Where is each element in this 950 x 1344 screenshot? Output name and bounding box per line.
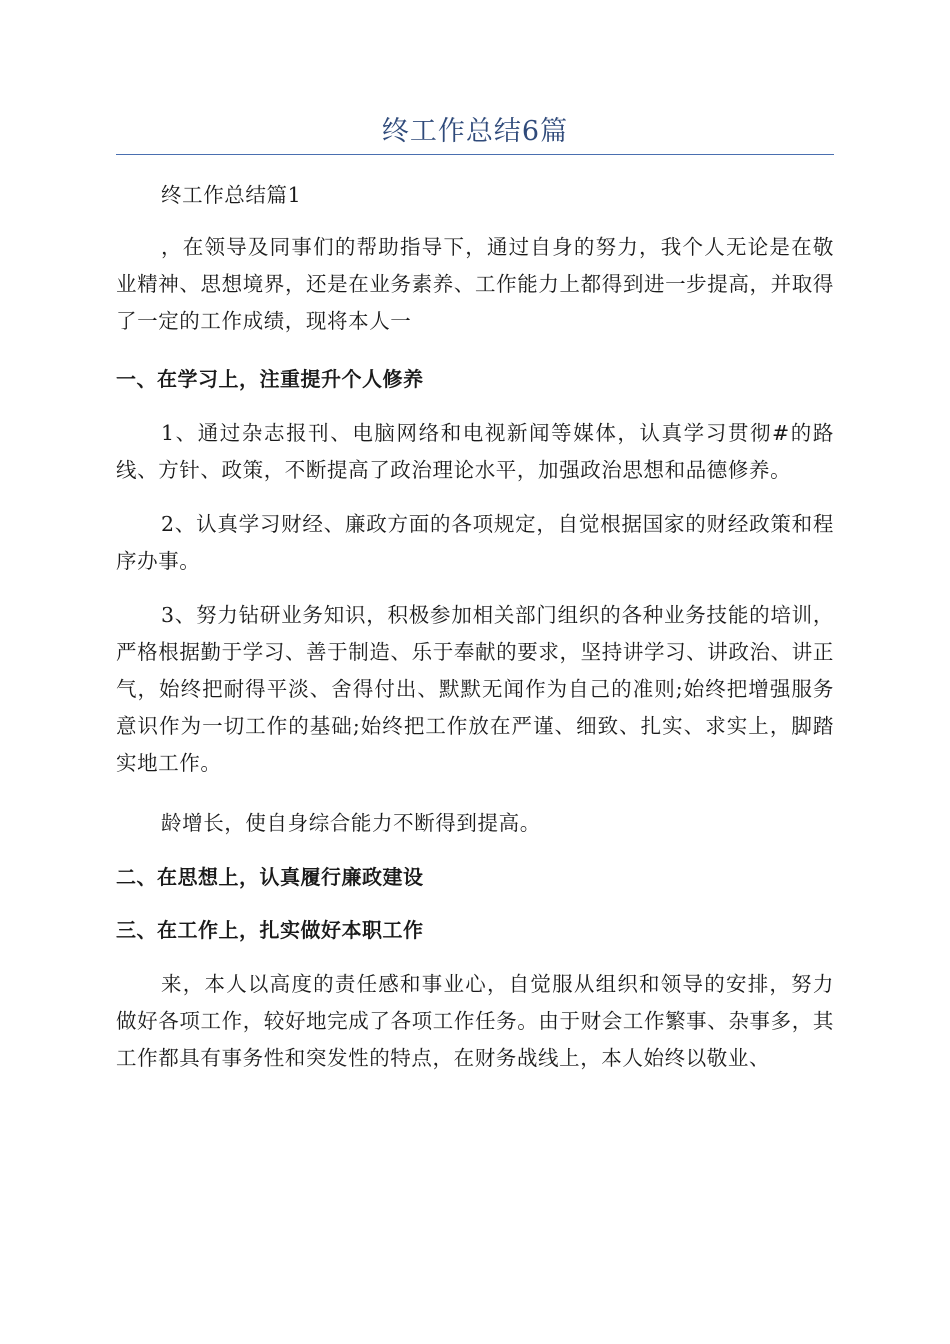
- subtitle: 终工作总结篇1: [161, 183, 302, 207]
- age-paragraph: 龄增长，使自身综合能力不断得到提高。: [161, 811, 541, 835]
- section-heading-2: 二、在思想上，认真履行廉政建设: [116, 865, 424, 889]
- document-title: 终工作总结6篇: [381, 116, 569, 147]
- section-heading-1: 一、在学习上，注重提升个人修养: [116, 367, 424, 391]
- list-item-3: 3、努力钻研业务知识，积极参加相关部门组织的各种业务技能的培训，严格根据勤于学习、善于制造、乐于奉献的要求，坚持讲学习、讲政治、讲正气，始终把耐得平淡、舍得付出、默默无闻作为自己的准则;始终把增强服务意识作为一切工作的基础;始终把工作放在严谨、细致、扎实、求实上，脚踏实地工作。: [116, 603, 834, 775]
- intro-paragraph: ，在领导及同事们的帮助指导下，通过自身的努力，我个人无论是在敬业精神、思想境界，还是在业务素养、工作能力上都得到进一步提高，并取得了一定的工作成绩，现将本人一: [116, 235, 834, 333]
- list-item-2: 2、认真学习财经、廉政方面的各项规定，自觉根据国家的财经政策和程序办事。: [116, 512, 834, 573]
- closing-paragraph: 来，本人以高度的责任感和事业心，自觉服从组织和领导的安排，努力做好各项工作，较好地完成了各项工作任务。由于财会工作繁事、杂事多，其工作都具有事务性和突发性的特点，在财务战线上，本人始终以敬业、: [116, 972, 834, 1070]
- list-item-1: 1、通过杂志报刊、电脑网络和电视新闻等媒体，认真学习贯彻#的路线、方针、政策，不断提高了政治理论水平，加强政治思想和品德修养。: [116, 421, 834, 482]
- title-underline: [116, 154, 834, 155]
- section-heading-3: 三、在工作上，扎实做好本职工作: [116, 918, 424, 942]
